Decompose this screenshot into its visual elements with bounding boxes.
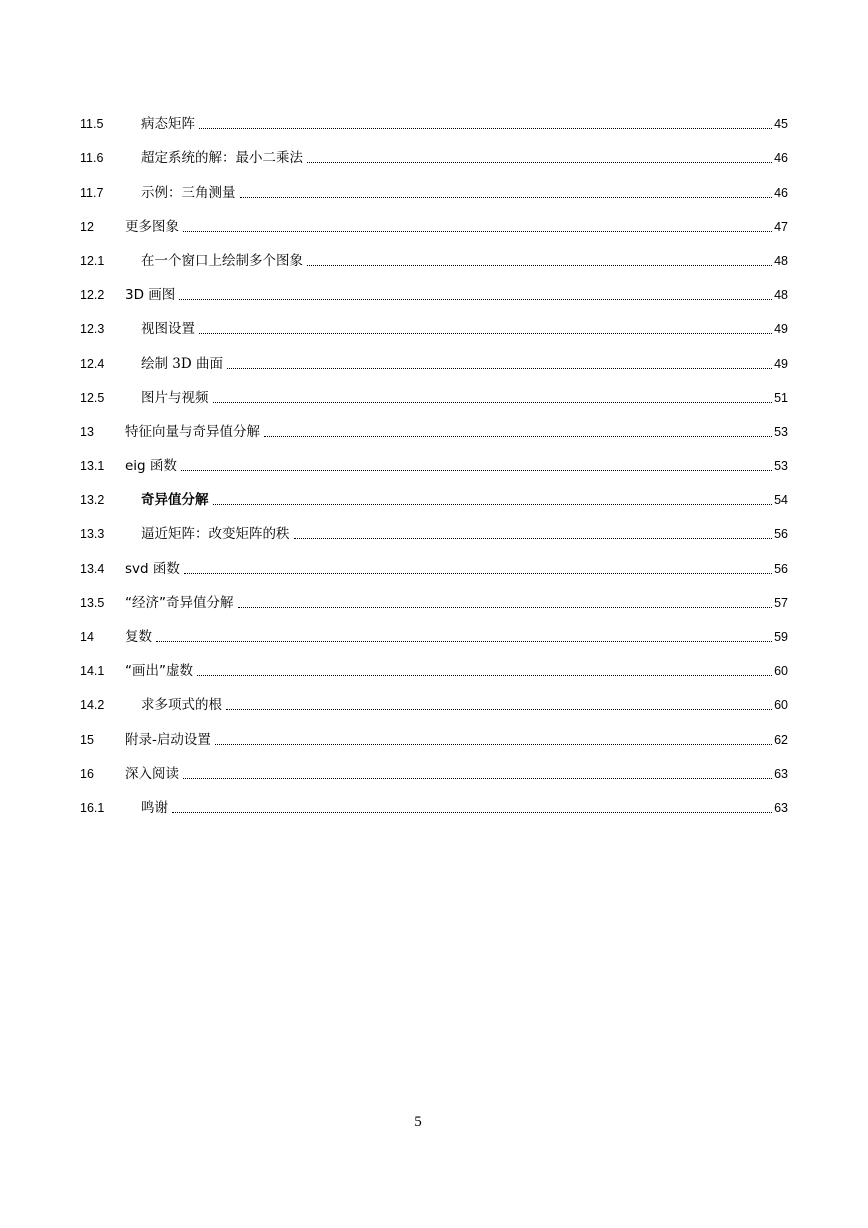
- page-number: 5: [414, 1114, 422, 1130]
- toc-entry-page: 60: [774, 664, 788, 679]
- toc-entry-page: 59: [774, 630, 788, 644]
- toc-leader-dots: [240, 196, 773, 198]
- toc-entry-number: 12.4: [80, 356, 105, 371]
- toc-entry-page: 56: [774, 561, 788, 576]
- toc-entry-number: 14.1: [80, 664, 105, 679]
- toc-leader-dots: [179, 298, 772, 300]
- toc-leader-dots: [213, 503, 773, 505]
- toc-entry[interactable]: [80, 445, 788, 479]
- toc-leader-dots: [181, 469, 772, 471]
- toc-entry-number: 14: [80, 630, 94, 644]
- toc-entry-title: 复数: [125, 629, 152, 645]
- toc-leader-dots: [183, 230, 772, 232]
- toc-entry[interactable]: [80, 103, 788, 137]
- toc-entry-number: 13.1: [80, 459, 105, 474]
- toc-entry-title: 求多项式的根: [141, 697, 222, 714]
- toc-entry-title: 在一个窗口上绘制多个图象: [141, 252, 303, 269]
- toc-leader-dots: [156, 640, 772, 642]
- toc-entry-number: 13.3: [80, 527, 105, 542]
- toc-leader-dots: [197, 674, 772, 676]
- toc-entry[interactable]: [80, 171, 788, 205]
- toc-entry-page: 63: [774, 800, 788, 815]
- toc-leader-dots: [199, 332, 772, 334]
- toc-entry-title: 图片与视频: [141, 389, 209, 406]
- toc-entry[interactable]: [80, 411, 788, 445]
- toc-entry[interactable]: [80, 650, 788, 684]
- toc-leader-dots: [213, 401, 773, 403]
- toc-leader-dots: [307, 161, 772, 163]
- toc-entry-title: 特征向量与奇异值分解: [125, 423, 260, 440]
- toc-entry-page: 49: [774, 356, 788, 371]
- toc-entry-title: 病态矩阵: [141, 116, 195, 133]
- toc-entry-title: “经济”奇异值分解: [125, 594, 234, 611]
- toc-entry[interactable]: [80, 513, 788, 547]
- toc-entry-title: 逼近矩阵：改变矩阵的秩: [141, 526, 290, 543]
- toc-leader-dots: [264, 435, 772, 437]
- toc-entry[interactable]: [80, 274, 788, 308]
- toc-entry[interactable]: [80, 479, 788, 513]
- toc-entry[interactable]: [80, 616, 788, 650]
- toc-entry-page: 49: [774, 322, 788, 337]
- toc-entry[interactable]: [80, 753, 788, 787]
- toc-entry-page: 46: [774, 151, 788, 166]
- toc-leader-dots: [307, 264, 772, 266]
- toc-entry-number: 13: [80, 424, 94, 439]
- toc-entry-page: 60: [774, 698, 788, 713]
- toc-entry-number: 15: [80, 732, 94, 747]
- toc-entry-number: 16: [80, 766, 94, 781]
- toc-entry-title: 奇异值分解: [141, 492, 209, 509]
- toc-entry-number: 12: [80, 219, 94, 234]
- toc-entry[interactable]: [80, 547, 788, 581]
- toc-entry-title: 超定系统的解：最小二乘法: [141, 150, 303, 167]
- toc-entry-number: 11.7: [80, 185, 104, 200]
- toc-entry-page: 53: [774, 459, 788, 474]
- toc-entry-title: 视图设置: [141, 321, 195, 338]
- toc-entry[interactable]: [80, 137, 788, 171]
- toc-entry-title: 示例：三角测量: [141, 184, 236, 201]
- toc-entry-page: 48: [774, 288, 788, 303]
- toc-entry-page: 57: [774, 595, 788, 610]
- toc-entry-page: 63: [774, 766, 788, 781]
- toc-entry-number: 13.5: [80, 595, 105, 610]
- toc-entry-title: svd 函数: [125, 560, 180, 577]
- toc-entry[interactable]: [80, 240, 788, 274]
- toc-entry[interactable]: [80, 684, 788, 718]
- toc-entry-page: 62: [774, 732, 788, 747]
- toc-leader-dots: [294, 537, 773, 539]
- toc-entry-number: 12.1: [80, 253, 105, 268]
- toc-entry-title: 3D 画图: [125, 287, 176, 304]
- toc-entry-title: “画出”虚数: [125, 663, 193, 680]
- toc-entry-title: 深入阅读: [125, 765, 179, 782]
- toc-entry-number: 13.2: [80, 493, 105, 508]
- toc-leader-dots: [183, 777, 772, 779]
- toc-entry-number: 13.4: [80, 561, 105, 576]
- toc-leader-dots: [227, 367, 772, 369]
- toc-entry-page: 47: [774, 219, 788, 234]
- toc-entry-title: eig 函数: [125, 458, 177, 475]
- toc-entry[interactable]: [80, 377, 788, 411]
- toc-entry-number: 11.6: [80, 151, 104, 166]
- toc-entry-page: 45: [774, 117, 788, 132]
- toc-entry-number: 14.2: [80, 698, 105, 713]
- toc-entry-title: 附录-启动设置: [125, 731, 211, 748]
- toc-entry-page: 46: [774, 185, 788, 200]
- toc-entry-page: 56: [774, 527, 788, 542]
- toc-entry[interactable]: [80, 308, 788, 342]
- toc-entry-number: 12.3: [80, 322, 105, 337]
- toc-leader-dots: [226, 708, 772, 710]
- toc-entry-number: 12.5: [80, 390, 105, 405]
- toc-entry-page: 48: [774, 253, 788, 268]
- toc-entry-number: 11.5: [80, 117, 104, 132]
- toc-entry-title: 绘制 3D 曲面: [141, 355, 223, 372]
- toc-entry-page: 54: [774, 493, 788, 508]
- toc-entry-number: 12.2: [80, 288, 105, 303]
- toc-leader-dots: [215, 743, 772, 745]
- toc-entry[interactable]: [80, 718, 788, 752]
- toc-entry[interactable]: [80, 342, 788, 376]
- toc-entry-page: 53: [774, 424, 788, 439]
- toc-leader-dots: [238, 606, 773, 608]
- table-of-contents: [80, 103, 788, 821]
- toc-entry[interactable]: [80, 787, 788, 821]
- toc-entry-title: 更多图象: [125, 218, 179, 235]
- toc-leader-dots: [199, 127, 772, 129]
- toc-entry[interactable]: [80, 206, 788, 240]
- toc-entry-number: 16.1: [80, 800, 105, 815]
- toc-entry[interactable]: [80, 582, 788, 616]
- toc-leader-dots: [172, 811, 772, 813]
- toc-entry-page: 51: [774, 390, 788, 405]
- toc-leader-dots: [184, 572, 772, 574]
- toc-entry-title: 鸣谢: [141, 799, 168, 816]
